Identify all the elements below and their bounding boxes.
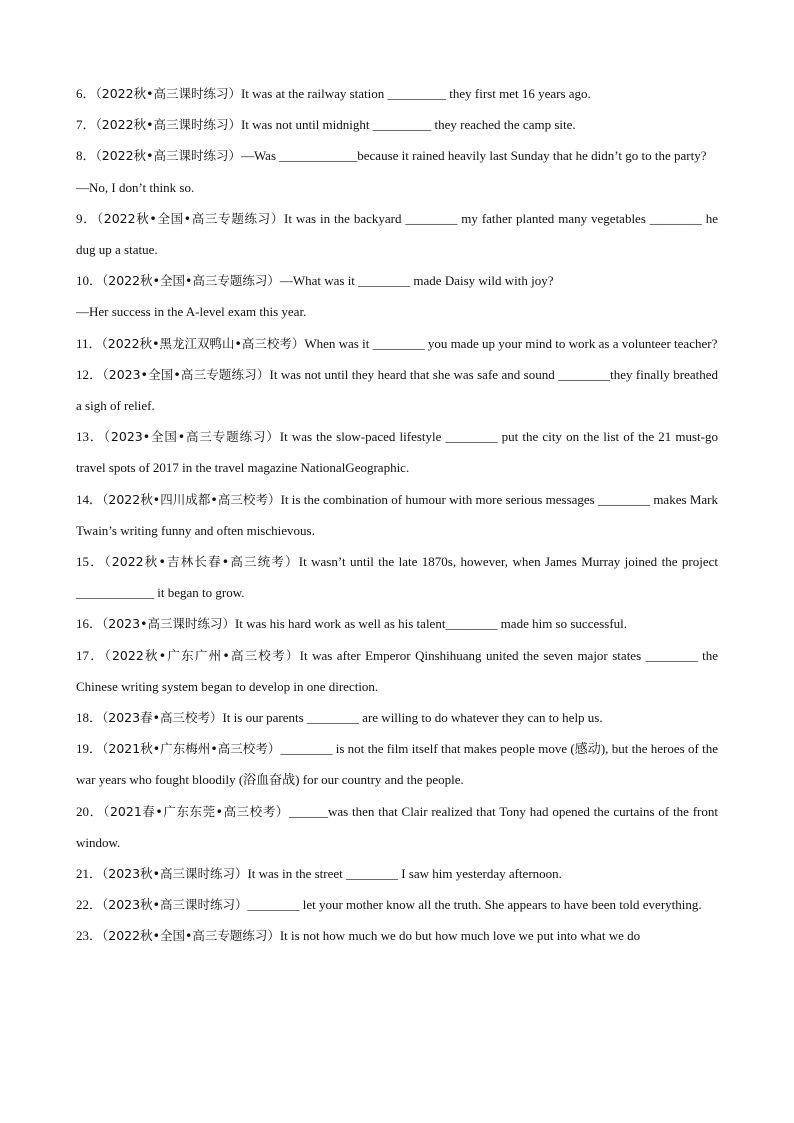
question-source: （2023春•高三校考） (102, 710, 223, 726)
question-number: 11． (76, 335, 102, 351)
question-item (76, 203, 718, 265)
question-text: It is not how much we do but how much love we put into what we do (279, 928, 641, 944)
question-item (76, 889, 718, 920)
question-number: 10． (76, 273, 103, 289)
question-item (76, 546, 718, 608)
question-number: 9． (76, 210, 97, 226)
question-text: It is the combination of humour with more serious messages ________ makes Mark Twain’s writing funny and often mischievous. (76, 491, 718, 538)
question-text: It was the slow-paced lifestyle ________ put the city on the list of the 21 must-go travel spots of 2017 in the travel magazine NationalGeographic. (76, 429, 718, 476)
question-item (76, 421, 718, 483)
question-number: 16． (76, 616, 103, 632)
question-source: （2023•高三课时练习） (102, 616, 235, 632)
question-text: ______was then that Clair realized that Tony had opened the curtains of the front window. (76, 803, 718, 850)
question-source: （2022秋•黑龙江双鸭山•高三校考） (101, 335, 305, 351)
question-source: （2022秋•高三课时练习） (95, 86, 241, 101)
question-item (76, 484, 718, 546)
question-text: It wasn’t until the late 1870s, however, when James Murray joined the project ____________ it began to grow. (76, 554, 718, 601)
question-item (76, 265, 718, 296)
question-source: （2023•全国•高三专题练习） (103, 429, 280, 445)
question-text: ________ let your mother know all the truth. She appears to have been told everything. (247, 897, 702, 913)
question-number: 17． (76, 647, 105, 663)
question-number: 15． (76, 554, 105, 570)
question-number: 12． (76, 366, 103, 382)
question-source: （2022秋•四川成都•高三校考） (102, 491, 281, 507)
question-text: It was after Emperor Qinshihuang united the seven major states ________ the Chinese writing system began to develop in one direction. (76, 647, 718, 694)
question-number: 21． (76, 866, 103, 882)
question-number: 18． (76, 710, 103, 726)
question-text: It was his hard work as well as his talent________ made him so successful. (234, 616, 628, 632)
question-source: （2023•全国•高三专题练习） (102, 366, 270, 382)
question-source: （2023秋•高三课时练习） (102, 897, 248, 913)
question-item (76, 359, 718, 421)
question-number: 8． (76, 148, 96, 164)
question-item (76, 733, 718, 795)
question-number: 13． (76, 429, 104, 445)
question-number: 23． (76, 928, 103, 944)
question-source: （2021春•广东东莞•高三校考） (103, 803, 289, 819)
question-source: （2022秋•高三课时练习） (95, 148, 241, 164)
dialogue-reply: —Her success in the A-level exam this year. (76, 304, 307, 320)
question-text: —What was it ________ made Daisy wild with joy? (279, 273, 554, 289)
question-source: （2022秋•全国•高三专题练习） (102, 928, 280, 944)
question-list (76, 78, 718, 952)
question-item (76, 920, 718, 951)
dialogue-reply: —No, I don’t think so. (76, 179, 195, 195)
question-text: It was in the street ________ I saw him yesterday afternoon. (247, 866, 562, 882)
question-number: 19． (76, 741, 103, 757)
question-source: （2022秋•全国•高三专题练习） (102, 273, 280, 289)
question-text: It was not until midnight _________ they reached the camp site. (240, 117, 576, 133)
question-item (76, 109, 718, 140)
question-source: （2022秋•高三课时练习） (95, 117, 241, 133)
question-number: 22． (76, 897, 103, 913)
question-item (76, 640, 718, 702)
question-text: ________ is not the film itself that makes people move (感动), but the heroes of the war years who fought bloodily (浴血奋战) for our country and the people. (76, 741, 718, 788)
question-number: 20． (76, 803, 104, 819)
question-item (76, 702, 718, 733)
question-source: （2022秋•全国•高三专题练习） (96, 210, 284, 226)
question-item (76, 796, 718, 858)
question-item (76, 140, 718, 171)
question-item (76, 78, 718, 109)
question-item (76, 608, 718, 639)
question-text: It is our parents ________ are willing to do whatever they can to help us. (222, 710, 603, 726)
question-number: 14． (76, 491, 103, 507)
question-number: 6． (76, 86, 96, 101)
question-text: It was not until they heard that she was safe and sound ________they finally breathed a sigh of relief. (76, 366, 718, 414)
question-text: It was at the railway station _________ they first met 16 years ago. (240, 86, 591, 101)
question-source: （2023秋•高三课时练习） (102, 866, 248, 882)
question-item (76, 328, 718, 359)
question-text: It was in the backyard ________ my father planted many vegetables ________ he dug up a statue. (76, 210, 718, 258)
question-text: —Was ____________because it rained heavily last Sunday that he didn’t go to the party? (240, 148, 707, 164)
question-item (76, 858, 718, 889)
question-source: （2022秋•吉林长春•高三统考） (104, 554, 299, 570)
question-number: 7． (76, 117, 96, 133)
question-text: When was it ________ you made up your mind to work as a volunteer teacher? (304, 335, 718, 351)
question-source: （2021秋•广东梅州•高三校考） (102, 741, 281, 757)
question-source: （2022秋•广东广州•高三校考） (104, 647, 300, 663)
